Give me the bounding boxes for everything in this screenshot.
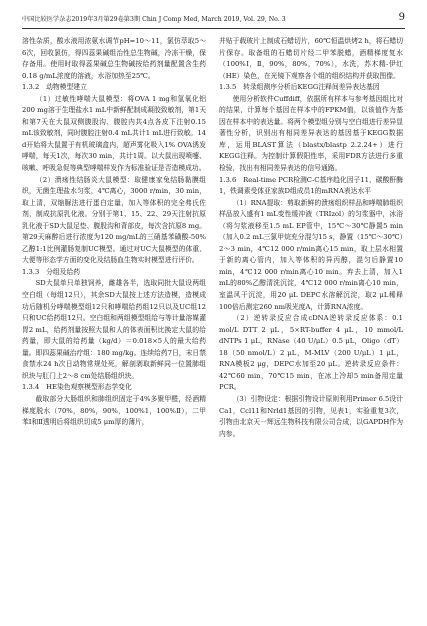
paragraph: 使用分析软件Cuffdiff，依据所有样本与参考基因组比对的结果，计算每个基因在样本中的FPKM值，以该值作为基因在样本中的表达量。将两个模型组分别与空白组进行差异显著性分析，识别出有相同差异表达的基因基于KEGG数据库，运用BLAST算法（blastx/blastp 2.2.24+）进行KEGG注释。为控制计算假阳性率，采用FDR方法进行多重检验，找出有相同差异表达的信号通路。 [219,94,403,173]
section-heading: 1.3.4 HE染色观察模型形态学变化 [22,383,132,392]
section-heading: 1.3.6 Real-time PCR检测C-C基序趋化因子11、碳酸酐酶1，铁调素受体亚家族D组成员1的mRNA表达水平 [219,175,403,196]
paragraph: （2）溃疡性结肠炎大鼠模型：取健康家兔结肠黏膜组织，无菌生理盐水匀浆，4℃离心，3000 r/min，30 min，取上清，双缩脲法进行蛋白定量，加入等体积的完全弗氏佐剂，制成抗原乳化液。分别于第1、15、22、29天注射抗原乳化液于SD大鼠足垫、腹股沟和背部皮，每次含抗原8 mg。第29天麻醉后进行浓度为120 mg/mL的三硝基苯磺酸-50%乙醇1:1比例灌肠复制UC模型。通过对UC大鼠模型的体重、大便等形态学方面的变化及结肠血生物实时模型进行评价。 [22,175,206,265]
journal-citation: 中国比较医学杂志2019年3月第29卷第3期 Chin J Comp Med, March 2019, Vol. 29, No. 3 [22,16,286,23]
paragraph: （2）逆转录反应合成cDNA逆转录反应体系：0.1 mol/L DTT 2 μL，5×RT-buffer 4 μL，10 mmol/L dNTPs 1 μL，RNase（40 U/μL）0.5 μL，Oligo（dT）18（50 nmol/L）2 μL，M-MLV（200 U/μL）1 μL，RNA模板2 μg，DEPC水加至20 μL。逆转录反应条件：42℃60 min，70℃15 min，在冰上冷却5 min备用定量PCR。 [219,314,403,392]
header-rule [22,28,405,29]
paragraph: （1）RNA提取：剪取新鲜的溃疡组织样品和哮喘肺组织样品放入盛有1 mL变性缓冲液（TRIzol）的匀浆器中，冰浴（将匀浆液移至1.5 mL EP管中，15℃～30℃静置5 min（加入0.2 mL三氯甲烷充分混匀15 s，静置（15℃～30℃）2～3 min，4℃12 000 r/min离心15 min，取上层水相置于新的离心管内，加入等体积的异丙醇，混匀后静置10 min，4℃12 000 r/min离心10 min。弃去上清，加入1 mL的80%乙醇清洗沉淀，4℃12 000 r/min离心10 min，室温风干沉淀，用20 μL DEPC水溶解沉淀，取2 μL稀释100倍后测定260 nm吸光度A，计算RNA浓度。 [219,198,403,311]
page-number: 9 [398,12,405,23]
paragraph: （3）引物设定：根据引物设计原则利用Primer 6.5设计Ca1，Ccl11和Nrld1基因的引物，见表1，实验重复3次，引物由北京天一辉远生物科技有限公司合成，以GAPDH作为内参。 [219,394,403,438]
paragraph: 截取部分大肠组织和肺组织固定于4%多聚甲醛，经酒精梯度脱水（70%，80%，90%，100%1，100%Ⅱ），二甲苯Ⅰ和Ⅱ透明后将组织切成5 μm厚的薄片， [22,394,206,427]
left-column [22,36,206,429]
paragraph: 溶性杂质，酸水液用浓氨水调节pH=10～11，氯仿萃取5～6次，回收氯仿，得四蕊果碱组治性总生物碱，冷冻干燥，保存备用。使用时取得蕊果碱总生物碱按给药剂量配置含生药0.18 g/mL浓度的溶液，水浴加热至25℃。 [22,37,206,80]
section-heading: 1.3.3 分组及给药 [22,267,81,276]
right-column [219,36,403,440]
paragraph: 并贴于载玻片上制成石蜡切片，60℃恒温烘烤2 h，将石蜡切片保存。取备组的石蜡切片经二甲苯脱蜡，酒精梯度复水（100%Ⅰ，Ⅱ，90%，80%，70%），水洗，苏木精-伊红（HE）染色，在光镜下观察各个组的组织结构并获取图像。 [219,37,403,80]
section-heading: 1.3.5 转录组测序分析后KEGG注释间差异表达基因 [219,83,380,92]
section-heading: 1.3.2 动物模型建立 [22,83,87,92]
paragraph: SD大鼠单只单独饲养，雌雄各半，选取同批大鼠设两组空白组（每组12只），其余SD大鼠按上述方法造模，造模成功后随机分哮喘模型组12只和哮喘给药组12只以及UC组12只和UC给药组12只。空白组和两组模型组给与等计量溶媒灌胃2 mL，给药剂量按照大鼠和人的体表面积比换定大鼠的给药量，即大鼠的给药量（kg/d）＝0.018×5人的最大给药量。即四蕊果碱治疗组：180 mg/kg。连续给药7日，末日禁食禁水24 h次日动物常规处死，解剖剥取新鲜同一位置肺组织块与肛门上2～8 cm处结肠组织块。 [22,279,206,380]
page-header [22,14,405,26]
paragraph: （1）过敏性哮喘大鼠模型：将OVA 1 mg和氢氧化铝200 mg溶于生理盐水1 mL中新鲜配制成凝胶致敏剂，第1天和第7天在大鼠双侧腹股沟、腹腔内共4点各皮下注射0.15 mL该致敏剂，同时腹腔注射0.4 mL共计1 mL进行致敏。14 d开始将大鼠置于有机玻璃盒内，超声雾化吸入1% OVA诱发哮喘，每天1次，每次30 min，共计1周。以大鼠出现喷嚏、咳嗽、呼吸急促等典型哮喘样发作为标准验证是否造模成功。 [22,94,206,173]
